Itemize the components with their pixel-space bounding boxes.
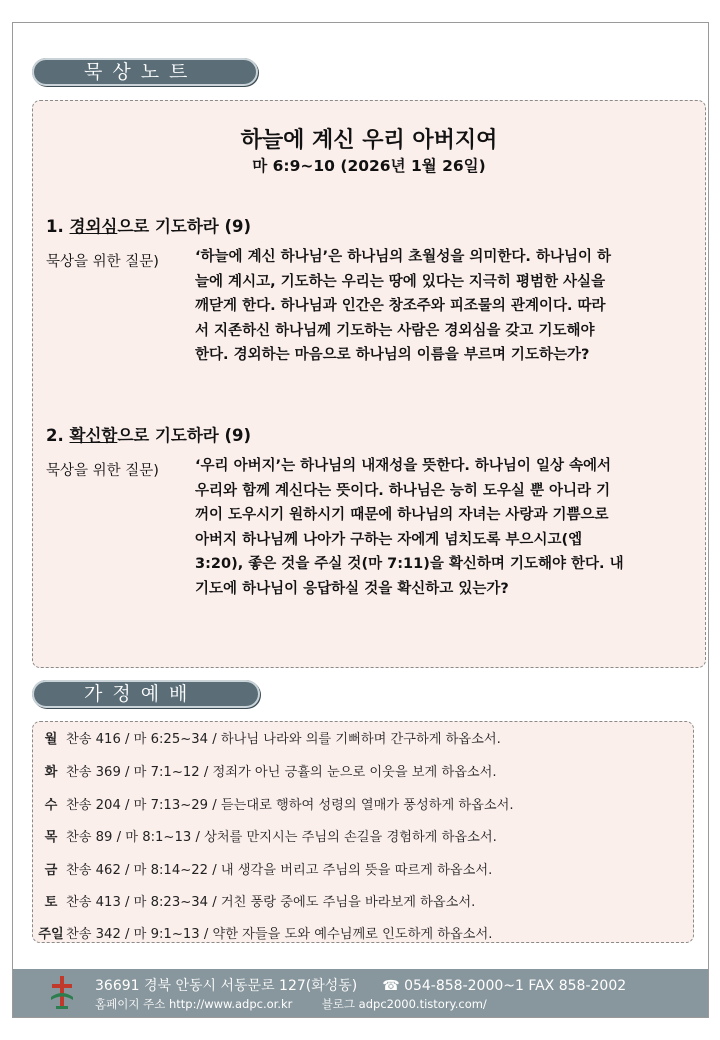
meditation-title: 하늘에 계신 우리 아버지여 — [240, 128, 498, 153]
worship-text: 찬송 462 / 마 8:14~22 / 내 생각을 버리고 주님의 뜻을 따르게 하옵소서. — [66, 863, 493, 878]
section-label-meditation: 묵상노트 — [32, 58, 258, 86]
question-line: 기도에 하나님이 응답하실 것을 확신하고 있는가? — [195, 580, 509, 597]
day-label: 주일 — [38, 927, 64, 942]
question-text-1 — [195, 245, 691, 368]
day-label: 화 — [44, 765, 58, 780]
point-heading-rest: 으로 기도하라 (9) — [117, 426, 252, 445]
question-line: 깨닫게 한다. 하나님과 인간은 창조주와 피조물의 관계이다. 따라 — [195, 298, 606, 315]
worship-text: 찬송 89 / 마 8:1~13 / 상처를 만지시는 주님의 손길을 경험하게 하옵소서. — [66, 830, 497, 845]
worship-row-wed — [36, 794, 514, 813]
question-line: 아버지 하나님께 나아가 구하는 자에게 넘치도록 부으시고(엡 — [195, 531, 583, 548]
point-heading-1 — [46, 213, 251, 237]
worship-row-tue — [36, 761, 497, 780]
question-line: ‘하늘에 계신 하나님’은 하나님의 초월성을 의미한다. 하나님이 하 — [195, 249, 612, 265]
worship-text: 찬송 416 / 마 6:25~34 / 하나님 나라와 의를 기뻐하며 간구하게 하옵소서. — [66, 732, 501, 747]
footer-address: 36691 경북 안동시 서동문로 127(화성동) — [95, 978, 358, 994]
footer-line-2 — [95, 996, 487, 1012]
worship-text: 찬송 413 / 마 8:23~34 / 거친 풍랑 중에도 주님을 바라보게 하옵소서. — [66, 895, 476, 910]
meditation-reference: 마 6:9~10 (2026년 1월 26일) — [252, 157, 486, 175]
footer-blog-link[interactable]: 블로그 adpc2000.tistory.com/ — [321, 997, 487, 1011]
worship-row-sun — [36, 923, 492, 942]
point-number: 2. — [46, 426, 64, 445]
question-line: 우리와 함께 계신다는 뜻이다. 하나님은 능히 도우실 뿐 아니라 기 — [195, 482, 611, 499]
question-line: ‘우리 아버지’는 하나님의 내재성을 뜻한다. 하나님이 일상 속에서 — [195, 458, 612, 474]
point-heading-2 — [46, 422, 251, 446]
footer-homepage-link[interactable]: 홈페이지 주소 http://www.adpc.or.kr — [95, 997, 293, 1011]
worship-row-mon — [36, 728, 501, 747]
day-label: 목 — [44, 830, 58, 845]
question-line: 한다. 경외하는 마음으로 하나님의 이름을 부르며 기도하는가? — [195, 347, 590, 364]
question-line: 서 지존하신 하나님께 기도하는 사람은 경외심을 갖고 기도해야 — [195, 322, 595, 339]
worship-text: 찬송 369 / 마 7:1~12 / 정죄가 아닌 긍휼의 눈으로 이웃을 보게 하옵소서. — [66, 765, 497, 780]
worship-row-fri — [36, 859, 492, 878]
point-keyword: 경외심 — [69, 217, 118, 236]
point-keyword: 확신함 — [69, 426, 118, 445]
question-line: 꺼이 도우시기 원하시기 때문에 하나님의 자녀는 사랑과 기쁨으로 — [195, 507, 609, 524]
footer-bar — [13, 969, 708, 1017]
day-label: 월 — [44, 732, 58, 747]
question-line: 3:20), 좋은 것을 주실 것(마 7:11)을 확신하며 기도해야 한다. 내 — [195, 556, 624, 573]
day-label: 금 — [44, 863, 58, 878]
question-text-2 — [195, 454, 691, 602]
footer-phone: ☎ 054-858-2000~1 FAX 858-2002 — [382, 978, 627, 994]
worship-row-thu — [36, 826, 497, 845]
section-label-family-worship: 가정예배 — [32, 680, 260, 708]
question-label: 묵상을 위한 질문) — [46, 463, 159, 479]
worship-text: 찬송 342 / 마 9:1~13 / 약한 자들을 도와 예수님께로 인도하게 하옵소서. — [66, 927, 493, 942]
day-label: 토 — [44, 895, 58, 910]
church-cross-logo-icon — [49, 973, 75, 1013]
question-label: 묵상을 위한 질문) — [46, 254, 159, 270]
question-line: 늘에 계시고, 기도하는 우리는 땅에 있다는 지극히 평범한 사실을 — [195, 273, 606, 290]
footer-line-1 — [95, 975, 626, 995]
worship-row-sat — [36, 891, 475, 910]
day-label: 수 — [44, 798, 58, 813]
point-number: 1. — [46, 217, 64, 236]
point-heading-rest: 으로 기도하라 (9) — [117, 217, 252, 236]
worship-text: 찬송 204 / 마 7:13~29 / 듣는대로 행하여 성령의 열매가 풍성하게 하옵소서. — [66, 798, 514, 813]
